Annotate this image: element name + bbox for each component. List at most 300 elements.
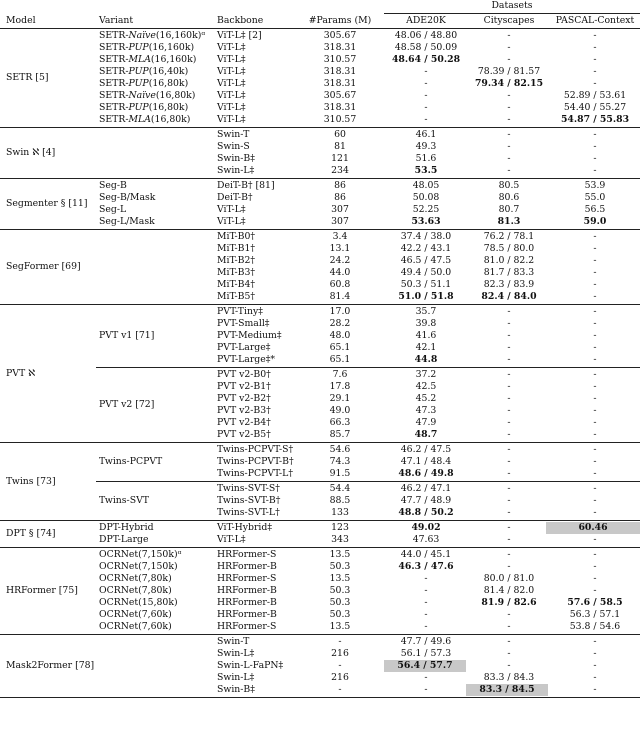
ade20k-cell: 46.1 bbox=[415, 129, 437, 140]
pascal-context-cell: - bbox=[593, 30, 597, 41]
params-cell: 318.31 bbox=[323, 42, 357, 53]
cityscapes-cell: - bbox=[507, 114, 511, 125]
variant-cell: Seg-B bbox=[99, 180, 127, 191]
group-rule bbox=[0, 304, 640, 305]
variant-cell: OCRNet(7,80k) bbox=[99, 573, 172, 584]
params-cell: 13.1 bbox=[329, 243, 351, 254]
pascal-context-cell: 54.87 / 55.83 bbox=[560, 114, 630, 125]
params-cell: 91.5 bbox=[329, 468, 351, 479]
ade20k-cell: - bbox=[424, 597, 428, 608]
pascal-context-cell: - bbox=[593, 267, 597, 278]
ade20k-cell: 47.1 / 48.4 bbox=[400, 456, 452, 467]
cityscapes-cell: 83.3 / 84.3 bbox=[483, 672, 535, 683]
ade20k-cell: - bbox=[424, 90, 428, 101]
cityscapes-cell: 80.5 bbox=[498, 180, 520, 191]
cityscapes-cell: - bbox=[507, 609, 511, 620]
pascal-context-cell: 59.0 bbox=[583, 216, 607, 227]
variant-cell: OCRNet(7,80k) bbox=[99, 585, 172, 596]
cityscapes-cell: - bbox=[507, 507, 511, 518]
backbone-cell: ViT-L‡ bbox=[217, 42, 246, 53]
variant-group-label: Twins-PCPVT bbox=[99, 456, 163, 467]
cityscapes-cell: 81.7 / 83.3 bbox=[483, 267, 535, 278]
params-cell: 86 bbox=[334, 192, 346, 203]
ade20k-cell: 44.0 / 45.1 bbox=[400, 549, 452, 560]
variant-cell: SETR-PUP(16,160k) bbox=[99, 42, 195, 53]
params-cell: 54.6 bbox=[329, 444, 351, 455]
variant-cell: Seg-L bbox=[99, 204, 127, 215]
params-cell: - bbox=[338, 636, 342, 647]
backbone-cell: Swin-T bbox=[217, 129, 250, 140]
ade20k-cell: - bbox=[424, 609, 428, 620]
model-name: Swin ℵ [4] bbox=[6, 147, 56, 158]
backbone-cell: Swin-L‡ bbox=[217, 672, 255, 683]
ade20k-cell: 48.05 bbox=[412, 180, 440, 191]
ade20k-cell: - bbox=[424, 621, 428, 632]
pascal-context-cell: - bbox=[593, 549, 597, 560]
backbone-cell: PVT v2-B4† bbox=[217, 417, 271, 428]
ade20k-cell: 56.1 / 57.3 bbox=[400, 648, 452, 659]
pascal-context-cell: - bbox=[593, 405, 597, 416]
pascal-context-cell: - bbox=[593, 78, 597, 89]
cityscapes-cell: 81.3 bbox=[497, 216, 521, 227]
pascal-context-cell: - bbox=[593, 291, 597, 302]
model-name: Segmenter § [11] bbox=[6, 198, 88, 209]
pascal-context-cell: - bbox=[593, 468, 597, 479]
ade20k-cell: 56.4 / 57.7 bbox=[384, 660, 466, 672]
params-cell: 81.4 bbox=[329, 291, 351, 302]
backbone-cell: ViT-L‡ bbox=[217, 534, 246, 545]
params-cell: 216 bbox=[331, 672, 349, 683]
params-cell: 29.1 bbox=[329, 393, 351, 404]
variant-cell: SETR-PUP(16,80k) bbox=[99, 102, 189, 113]
params-cell: - bbox=[338, 684, 342, 695]
variant-cell: SETR-MLA(16,80k) bbox=[99, 114, 191, 125]
cityscapes-cell: - bbox=[507, 342, 511, 353]
params-cell: 305.67 bbox=[323, 90, 357, 101]
params-cell: 60.8 bbox=[329, 279, 351, 290]
cityscapes-cell: - bbox=[507, 522, 511, 533]
backbone-cell: HRFormer-B bbox=[217, 609, 277, 620]
ade20k-cell: 47.63 bbox=[412, 534, 440, 545]
backbone-cell: MiT-B4† bbox=[217, 279, 256, 290]
backbone-cell: PVT v2-B3† bbox=[217, 405, 271, 416]
col-header-ade20k: ADE20K bbox=[406, 15, 446, 26]
params-cell: 123 bbox=[331, 522, 349, 533]
backbone-cell: HRFormer-S bbox=[217, 549, 277, 560]
params-cell: 234 bbox=[331, 165, 349, 176]
pascal-context-cell: - bbox=[593, 231, 597, 242]
cityscapes-cell: 82.4 / 84.0 bbox=[481, 291, 537, 302]
ade20k-cell: 50.3 / 51.1 bbox=[400, 279, 452, 290]
pascal-context-cell: 56.3 / 57.1 bbox=[569, 609, 621, 620]
backbone-cell: Twins-SVT-B† bbox=[217, 495, 281, 506]
cityscapes-cell: - bbox=[507, 381, 511, 392]
pascal-context-cell: - bbox=[593, 330, 597, 341]
model-name: DPT § [74] bbox=[6, 528, 56, 539]
cityscapes-cell: - bbox=[507, 165, 511, 176]
subgroup-rule bbox=[96, 481, 640, 482]
group-rule bbox=[0, 229, 640, 230]
ade20k-cell: - bbox=[424, 66, 428, 77]
params-cell: 318.31 bbox=[323, 102, 357, 113]
backbone-cell: Twins-SVT-S† bbox=[217, 483, 280, 494]
backbone-cell: PVT v2-B2† bbox=[217, 393, 271, 404]
backbone-cell: PVT v2-B0† bbox=[217, 369, 271, 380]
model-name: Twins [73] bbox=[6, 475, 56, 487]
params-cell: 133 bbox=[331, 507, 349, 518]
cityscapes-cell: - bbox=[507, 318, 511, 329]
pascal-context-cell: - bbox=[593, 342, 597, 353]
ade20k-cell: 46.2 / 47.5 bbox=[400, 444, 452, 455]
backbone-cell: Swin-S bbox=[217, 141, 250, 152]
ade20k-cell: 49.4 / 50.0 bbox=[400, 267, 452, 278]
cityscapes-cell: - bbox=[507, 636, 511, 647]
params-cell: 307 bbox=[331, 204, 349, 215]
ade20k-cell: 48.7 bbox=[414, 429, 438, 440]
params-cell: 65.1 bbox=[329, 342, 351, 353]
cityscapes-cell: 76.2 / 78.1 bbox=[483, 231, 535, 242]
backbone-cell: ViT-L‡ bbox=[217, 66, 246, 77]
cityscapes-cell: - bbox=[507, 648, 511, 659]
subgroup-rule bbox=[96, 367, 640, 368]
pascal-context-cell: - bbox=[593, 243, 597, 254]
ade20k-cell: - bbox=[424, 585, 428, 596]
variant-cell: SETR-MLA(16,160k) bbox=[99, 54, 197, 65]
cityscapes-cell: - bbox=[507, 30, 511, 41]
ade20k-cell: 39.8 bbox=[415, 318, 437, 329]
ade20k-cell: - bbox=[424, 114, 428, 125]
ade20k-cell: 51.6 bbox=[415, 153, 437, 164]
pascal-context-cell: - bbox=[593, 483, 597, 494]
backbone-cell: PVT-Small‡ bbox=[217, 318, 270, 329]
cityscapes-cell: 78.39 / 81.57 bbox=[477, 66, 541, 77]
ade20k-cell: 46.2 / 47.1 bbox=[400, 483, 452, 494]
pascal-context-cell: - bbox=[593, 279, 597, 290]
cityscapes-cell: - bbox=[507, 354, 511, 365]
params-cell: 310.57 bbox=[323, 114, 357, 125]
pascal-context-cell: - bbox=[593, 369, 597, 380]
ade20k-cell: 53.63 bbox=[411, 216, 441, 227]
cityscapes-cell: 79.34 / 82.15 bbox=[474, 78, 544, 89]
backbone-cell: ViT-L‡ bbox=[217, 90, 246, 101]
pascal-context-cell: - bbox=[593, 393, 597, 404]
backbone-cell: MiT-B1† bbox=[217, 243, 256, 254]
ade20k-cell: 48.58 / 50.09 bbox=[394, 42, 458, 53]
cityscapes-cell: - bbox=[507, 330, 511, 341]
col-header-cityscapes: Cityscapes bbox=[483, 15, 535, 26]
cityscapes-cell: - bbox=[507, 405, 511, 416]
model-name: SegFormer [69] bbox=[6, 261, 81, 272]
pascal-context-cell: - bbox=[593, 648, 597, 659]
pascal-context-cell: - bbox=[593, 318, 597, 329]
ade20k-cell: 46.5 / 47.5 bbox=[400, 255, 452, 266]
backbone-cell: DeiT-B† [81] bbox=[217, 180, 275, 191]
cityscapes-cell: - bbox=[507, 429, 511, 440]
pascal-context-cell: - bbox=[593, 636, 597, 647]
params-cell: 3.4 bbox=[332, 231, 348, 242]
pascal-context-cell: - bbox=[593, 573, 597, 584]
params-cell: 50.3 bbox=[329, 597, 351, 608]
cityscapes-cell: 81.4 / 82.0 bbox=[483, 585, 535, 596]
backbone-cell: HRFormer-B bbox=[217, 597, 277, 608]
backbone-cell: MiT-B5† bbox=[217, 291, 256, 302]
backbone-cell: MiT-B0† bbox=[217, 231, 256, 242]
params-cell: 17.8 bbox=[329, 381, 351, 392]
params-cell: 17.0 bbox=[329, 306, 351, 317]
backbone-cell: Swin-B‡ bbox=[217, 153, 255, 164]
ade20k-cell: 48.06 / 48.80 bbox=[394, 30, 458, 41]
cityscapes-cell: - bbox=[507, 129, 511, 140]
ade20k-cell: 44.8 bbox=[414, 354, 438, 365]
pascal-context-cell: - bbox=[593, 495, 597, 506]
params-cell: 85.7 bbox=[329, 429, 351, 440]
backbone-cell: Swin-B‡ bbox=[217, 684, 255, 695]
params-cell: 49.0 bbox=[329, 405, 351, 416]
ade20k-cell: 47.3 bbox=[415, 405, 437, 416]
backbone-cell: ViT-L‡ bbox=[217, 102, 246, 113]
pascal-context-cell: - bbox=[593, 306, 597, 317]
params-cell: 13.5 bbox=[329, 549, 351, 560]
cityscapes-cell: - bbox=[507, 141, 511, 152]
cityscapes-cell: - bbox=[507, 90, 511, 101]
pascal-context-cell: - bbox=[593, 456, 597, 467]
ade20k-cell: 47.7 / 49.6 bbox=[400, 636, 452, 647]
ade20k-cell: 46.3 / 47.6 bbox=[398, 561, 454, 572]
ade20k-cell: 51.0 / 51.8 bbox=[398, 291, 454, 302]
pascal-context-cell: - bbox=[593, 354, 597, 365]
cityscapes-cell: - bbox=[507, 456, 511, 467]
variant-cell: SETR-Naïve(16,80k) bbox=[99, 90, 196, 101]
ade20k-cell: 53.5 bbox=[414, 165, 438, 176]
backbone-cell: HRFormer-S bbox=[217, 573, 277, 584]
pascal-context-cell: - bbox=[593, 54, 597, 65]
backbone-cell: Swin-L‡ bbox=[217, 165, 255, 176]
cityscapes-cell: - bbox=[507, 42, 511, 53]
params-cell: 13.5 bbox=[329, 573, 351, 584]
pascal-context-cell: - bbox=[593, 684, 597, 695]
backbone-cell: HRFormer-S bbox=[217, 621, 277, 632]
pascal-context-cell: 56.5 bbox=[584, 204, 606, 215]
backbone-cell: PVT-Medium‡ bbox=[217, 330, 282, 341]
params-cell: 66.3 bbox=[329, 417, 351, 428]
pascal-context-cell: - bbox=[593, 381, 597, 392]
variant-cell: DPT-Large bbox=[99, 534, 149, 545]
bottom-rule bbox=[0, 697, 640, 698]
backbone-cell: ViT-L‡ [2] bbox=[217, 30, 262, 41]
params-cell: 318.31 bbox=[323, 66, 357, 77]
params-cell: - bbox=[338, 660, 342, 671]
variant-cell: OCRNet(7,60k) bbox=[99, 621, 172, 632]
variant-cell: SETR-Naïve(16,160k)ᵅ bbox=[99, 30, 206, 41]
pascal-context-cell: - bbox=[593, 42, 597, 53]
pascal-context-cell: - bbox=[593, 165, 597, 176]
ade20k-cell: - bbox=[424, 672, 428, 683]
pascal-context-cell: - bbox=[593, 672, 597, 683]
backbone-cell: Swin-L‡ bbox=[217, 648, 255, 659]
params-cell: 74.3 bbox=[329, 456, 351, 467]
cityscapes-cell: - bbox=[507, 534, 511, 545]
params-cell: 121 bbox=[331, 153, 349, 164]
cityscapes-cell: - bbox=[507, 54, 511, 65]
model-name: SETR [5] bbox=[6, 72, 49, 83]
ade20k-cell: 48.8 / 50.2 bbox=[398, 507, 454, 518]
group-rule bbox=[0, 520, 640, 521]
params-cell: 24.2 bbox=[329, 255, 351, 266]
cityscapes-cell: - bbox=[507, 393, 511, 404]
variant-cell: Seg-B/Mask bbox=[99, 192, 156, 203]
variant-cell: OCRNet(7,150k) bbox=[99, 561, 178, 572]
cityscapes-cell: - bbox=[507, 483, 511, 494]
pascal-context-cell: 60.46 bbox=[546, 522, 640, 534]
backbone-cell: Twins-PCPVT-S† bbox=[217, 444, 294, 455]
variant-cell: SETR-PUP(16,40k) bbox=[99, 66, 189, 77]
cityscapes-cell: - bbox=[507, 444, 511, 455]
backbone-cell: PVT v2-B1† bbox=[217, 381, 271, 392]
ade20k-cell: 49.02 bbox=[411, 522, 441, 533]
cityscapes-cell: 80.7 bbox=[498, 204, 520, 215]
backbone-cell: HRFormer-B bbox=[217, 561, 277, 572]
backbone-cell: Twins-PCPVT-B† bbox=[217, 456, 294, 467]
pascal-context-cell: - bbox=[593, 429, 597, 440]
cityscapes-cell: - bbox=[507, 417, 511, 428]
backbone-cell: Swin-L-FaPN‡ bbox=[217, 660, 284, 671]
cityscapes-cell: 81.9 / 82.6 bbox=[481, 597, 537, 608]
backbone-cell: ViT-L‡ bbox=[217, 54, 246, 65]
ade20k-cell: 52.25 bbox=[412, 204, 440, 215]
pascal-context-cell: 55.0 bbox=[584, 192, 606, 203]
pascal-context-cell: - bbox=[593, 660, 597, 671]
params-cell: 307 bbox=[331, 216, 349, 227]
pascal-context-cell: 53.8 / 54.6 bbox=[569, 621, 621, 632]
model-name: HRFormer [75] bbox=[6, 585, 78, 596]
pascal-context-cell: 52.89 / 53.61 bbox=[563, 90, 627, 101]
ade20k-cell: - bbox=[424, 573, 428, 584]
params-cell: 48.0 bbox=[329, 330, 351, 341]
variant-group-label: Twins-SVT bbox=[99, 495, 149, 506]
backbone-cell: ViT-L‡ bbox=[217, 114, 246, 125]
col-header-variant: Variant bbox=[99, 15, 134, 26]
cityscapes-cell: - bbox=[507, 102, 511, 113]
variant-cell: DPT-Hybrid bbox=[99, 522, 154, 533]
col-header-model: Model bbox=[6, 15, 36, 26]
params-cell: 60 bbox=[334, 129, 346, 140]
ade20k-cell: 42.1 bbox=[415, 342, 437, 353]
ade20k-cell: 37.2 bbox=[415, 369, 437, 380]
cityscapes-cell: - bbox=[507, 306, 511, 317]
backbone-cell: MiT-B2† bbox=[217, 255, 256, 266]
pascal-context-cell: - bbox=[593, 129, 597, 140]
params-cell: 44.0 bbox=[329, 267, 351, 278]
params-cell: 50.3 bbox=[329, 585, 351, 596]
cityscapes-cell: - bbox=[507, 153, 511, 164]
backbone-cell: MiT-B3† bbox=[217, 267, 256, 278]
pascal-context-cell: - bbox=[593, 561, 597, 572]
params-cell: 50.3 bbox=[329, 609, 351, 620]
pascal-context-cell: 57.6 / 58.5 bbox=[567, 597, 623, 608]
params-cell: 7.6 bbox=[332, 369, 348, 380]
backbone-cell: ViT-L‡ bbox=[217, 204, 246, 215]
cityscapes-cell: - bbox=[507, 468, 511, 479]
cityscapes-cell: - bbox=[507, 660, 511, 671]
params-cell: 86 bbox=[334, 180, 346, 191]
cityscapes-cell: 81.0 / 82.2 bbox=[483, 255, 535, 266]
cityscapes-cell: 80.0 / 81.0 bbox=[483, 573, 535, 584]
pascal-context-cell: 53.9 bbox=[584, 180, 606, 191]
ade20k-cell: 49.3 bbox=[415, 141, 437, 152]
ade20k-cell: 42.5 bbox=[415, 381, 437, 392]
params-cell: 50.3 bbox=[329, 561, 351, 572]
variant-group-label: PVT v2 [72] bbox=[99, 399, 155, 410]
col-header-params: #Params (M) bbox=[308, 15, 372, 26]
ade20k-cell: - bbox=[424, 102, 428, 113]
pascal-context-cell: - bbox=[593, 255, 597, 266]
variant-cell: OCRNet(7,150k)ᵅ bbox=[99, 549, 182, 560]
params-cell: 318.31 bbox=[323, 78, 357, 89]
variant-cell: SETR-PUP(16,80k) bbox=[99, 78, 189, 89]
group-rule bbox=[0, 547, 640, 548]
cityscapes-cell: - bbox=[507, 549, 511, 560]
params-cell: 310.57 bbox=[323, 54, 357, 65]
ade20k-cell: 48.64 / 50.28 bbox=[391, 54, 461, 65]
ade20k-cell: 35.7 bbox=[415, 306, 437, 317]
variant-cell: OCRNet(7,60k) bbox=[99, 609, 172, 620]
ade20k-cell: 37.4 / 38.0 bbox=[400, 231, 452, 242]
group-rule bbox=[0, 442, 640, 443]
pascal-context-cell: - bbox=[593, 141, 597, 152]
ade20k-cell: - bbox=[424, 78, 428, 89]
params-cell: 81 bbox=[334, 141, 346, 152]
ade20k-cell: 41.6 bbox=[415, 330, 437, 341]
pascal-context-cell: - bbox=[593, 153, 597, 164]
ade20k-cell: 47.7 / 48.9 bbox=[400, 495, 452, 506]
pascal-context-cell: - bbox=[593, 444, 597, 455]
col-header-pascal: PASCAL-Context bbox=[555, 15, 635, 26]
params-cell: 13.5 bbox=[329, 621, 351, 632]
model-name: Mask2Former [78] bbox=[6, 660, 95, 671]
backbone-cell: PVT-Large‡ bbox=[217, 342, 271, 353]
backbone-cell: PVT-Large‡* bbox=[217, 354, 276, 365]
group-rule bbox=[0, 634, 640, 635]
pascal-context-cell: - bbox=[593, 585, 597, 596]
cityscapes-cell: - bbox=[507, 621, 511, 632]
backbone-cell: DeiT-B† bbox=[217, 192, 253, 203]
variant-group-label: PVT v1 [71] bbox=[99, 330, 155, 341]
params-cell: 343 bbox=[331, 534, 349, 545]
backbone-cell: Twins-SVT-L† bbox=[217, 507, 280, 518]
backbone-cell: PVT-Tiny‡ bbox=[217, 306, 263, 317]
variant-cell: Seg-L/Mask bbox=[99, 216, 155, 227]
backbone-cell: HRFormer-B bbox=[217, 585, 277, 596]
backbone-cell: PVT v2-B5† bbox=[217, 429, 271, 440]
ade20k-cell: 47.9 bbox=[415, 417, 437, 428]
pascal-context-cell: 54.40 / 55.27 bbox=[563, 102, 627, 113]
pascal-context-cell: - bbox=[593, 534, 597, 545]
cityscapes-cell: - bbox=[507, 561, 511, 572]
datasets-header: Datasets bbox=[491, 0, 533, 11]
ade20k-cell: 42.2 / 43.1 bbox=[400, 243, 452, 254]
header-rule bbox=[0, 28, 640, 29]
params-cell: 88.5 bbox=[329, 495, 351, 506]
col-header-backbone: Backbone bbox=[217, 15, 264, 26]
cityscapes-cell: 83.3 / 84.5 bbox=[466, 684, 548, 696]
params-cell: 65.1 bbox=[329, 354, 351, 365]
variant-cell: OCRNet(15,80k) bbox=[99, 597, 178, 608]
backbone-cell: ViT-L‡ bbox=[217, 216, 246, 227]
model-name: PVT ℵ bbox=[6, 367, 36, 379]
cityscapes-cell: 82.3 / 83.9 bbox=[483, 279, 535, 290]
backbone-cell: Twins-PCPVT-L† bbox=[217, 468, 294, 479]
backbone-cell: ViT-L‡ bbox=[217, 78, 246, 89]
